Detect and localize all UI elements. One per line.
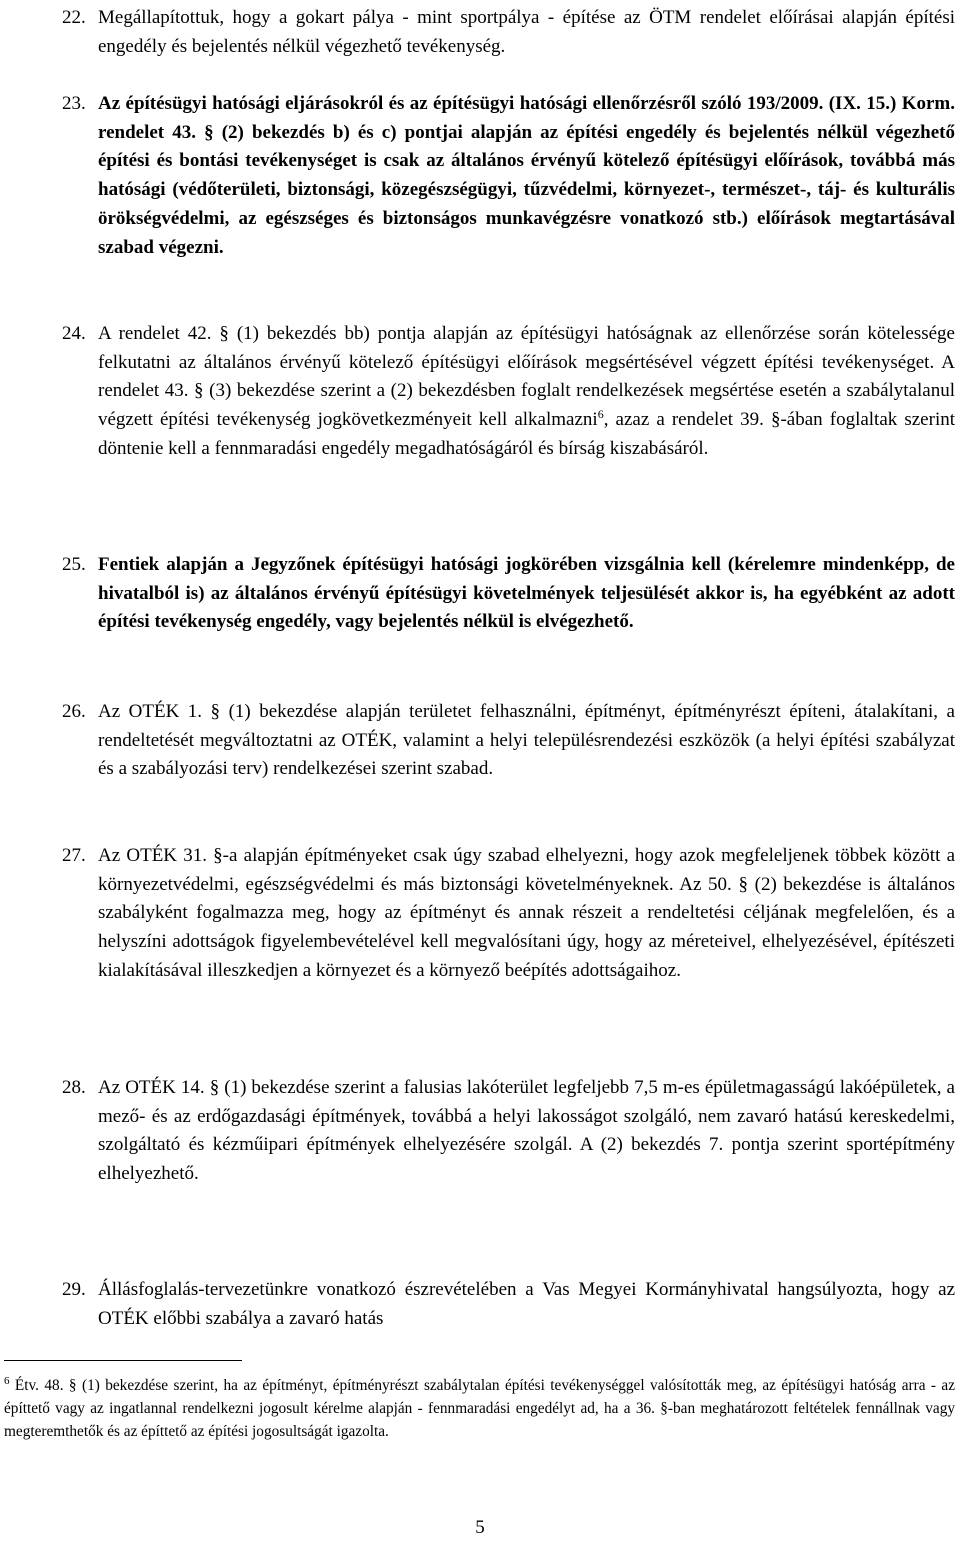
item-26 xyxy=(62,698,955,784)
item-28 xyxy=(62,1074,955,1189)
item-text: Állásfoglalás-tervezetünkre vonatkozó észrevételében a Vas Megyei Kormányhivatal hangsúlyozta, hogy az OTÉK előbbi szabálya a zavaró hatás xyxy=(98,1279,955,1329)
item-text-part: A rendelet 42. § (1) bekezdés bb) pontja alapján az építésügyi hatóságnak az ellenőrzése során kötelessége felkutatni az általános érvényű kötelező építésügyi előírások megsértésével végzett építési tevékenységet. A rendelet 43. § (3) bekezdése szerint a (2) bekezdésben foglalt rendelkezések megsértése esetén a szabálytalanul végzett építési tevékenység jogkövetkezményeit kell alkalmazni xyxy=(98,323,955,431)
item-text: Az OTÉK 14. § (1) bekezdése szerint a falusias lakóterület legfeljebb 7,5 m-es épületmagasságú lakóépületek, a mező- és az erdőgazdasági építmények, továbbá a helyi lakosságot szolgáló, nem zavaró hatású kereskedelmi, szolgáltató és kézműipari építmények elhelyezésére szolgál. A (2) bekezdés 7. pontja szerint sportépítmény elhelyezhető. xyxy=(98,1077,955,1185)
item-text: Fentiek alapján a Jegyzőnek építésügyi hatósági jogkörében vizsgálnia kell (kérelemre mindenképp, de hivatalból is) az általános érvényű építésügyi követelmények teljesülését akkor is, ha egyébként az adott építési tevékenység engedély, vagy bejelentés nélkül is elvégezhető. xyxy=(98,554,955,633)
item-text: Megállapítottuk, hogy a gokart pálya - mint sportpálya - építése az ÖTM rendelet előírásai alapján építési engedély és bejelentés nélkül végezhető tevékenység. xyxy=(98,7,955,57)
item-text xyxy=(98,320,955,464)
item-number: 25. xyxy=(62,554,86,575)
item-number: 26. xyxy=(62,701,86,722)
item-number: 24. xyxy=(62,323,86,344)
item-number: 22. xyxy=(62,7,86,28)
item-number: 27. xyxy=(62,845,86,866)
footnote-reference[interactable]: 6 xyxy=(597,407,604,422)
item-23 xyxy=(62,90,955,262)
item-number: 28. xyxy=(62,1077,86,1098)
item-text: Az építésügyi hatósági eljárásokról és az építésügyi hatósági ellenőrzésről szóló 193/2009. (IX. 15.) Korm. rendelet 43. § (2) bekezdés b) és c) pontjai alapján az építési engedély és bejelentés nélkül végezhető építési és bontási tevékenységet is csak az általános érvényű kötelező építésügyi előírások, továbbá más hatósági (védőterületi, biztonsági, közegészségügyi, tűzvédelmi, környezet-, természet-, táj- és kulturális örökségvédelmi, az egészséges és biztonságos munkavégzésre vonatkozó stb.) előírások megtartásával szabad végezni. xyxy=(98,93,955,258)
footnote-text: Étv. 48. § (1) bekezdése szerint, ha az építményt, építményrészt szabálytalan építési tevékenységgel valósították meg, az építésügyi hatóság arra - az építtető vagy az ingatlannal rendelkezni jogosult kérelme alapján - fennmaradási engedélyt ad, ha a 36. §-ban meghatározott feltételek fennállnak vagy megteremthetők és az építtető az építési jogosultságát igazolta. xyxy=(4,1377,955,1441)
item-22 xyxy=(62,4,955,61)
footnote xyxy=(4,1374,955,1444)
footnote-mark: 6 xyxy=(4,1375,10,1387)
item-24 xyxy=(62,320,955,464)
item-25 xyxy=(62,551,955,637)
item-27 xyxy=(62,842,955,986)
item-number: 29. xyxy=(62,1279,86,1300)
item-number: 23. xyxy=(62,93,86,114)
item-text: Az OTÉK 1. § (1) bekezdése alapján területet felhasználni, építményt, építményrészt építeni, átalakítani, a rendeltetését megváltoztatni az OTÉK, valamint a helyi településrendezési eszközök (a helyi építési szabályzat és a szabályozási terv) rendelkezései szerint szabad. xyxy=(98,701,955,780)
item-29 xyxy=(62,1276,955,1333)
footnote-separator xyxy=(4,1360,242,1361)
item-text: Az OTÉK 31. §-a alapján építményeket csak úgy szabad elhelyezni, hogy azok megfeleljenek többek között a környezetvédelmi, egészségvédelmi és más biztonsági követelményeknek. Az 50. § (2) bekezdése is általános szabályként fogalmazza meg, hogy az építményt és annak részeit a rendeltetési céljának megfelelően, és a helyszíni adottságok figyelembevételével kell megvalósítani úgy, hogy az méreteivel, elhelyezésével, építészeti kialakításával illeszkedjen a környezet és a környező beépítés adottságaihoz. xyxy=(98,845,955,981)
page-number: 5 xyxy=(475,1517,485,1538)
item-text-part: , azaz a rendelet 39. §-ában foglaltak szerint döntenie kell a fennmaradási engedély megadhatóságáról és bírság kiszabásáról. xyxy=(98,409,955,459)
